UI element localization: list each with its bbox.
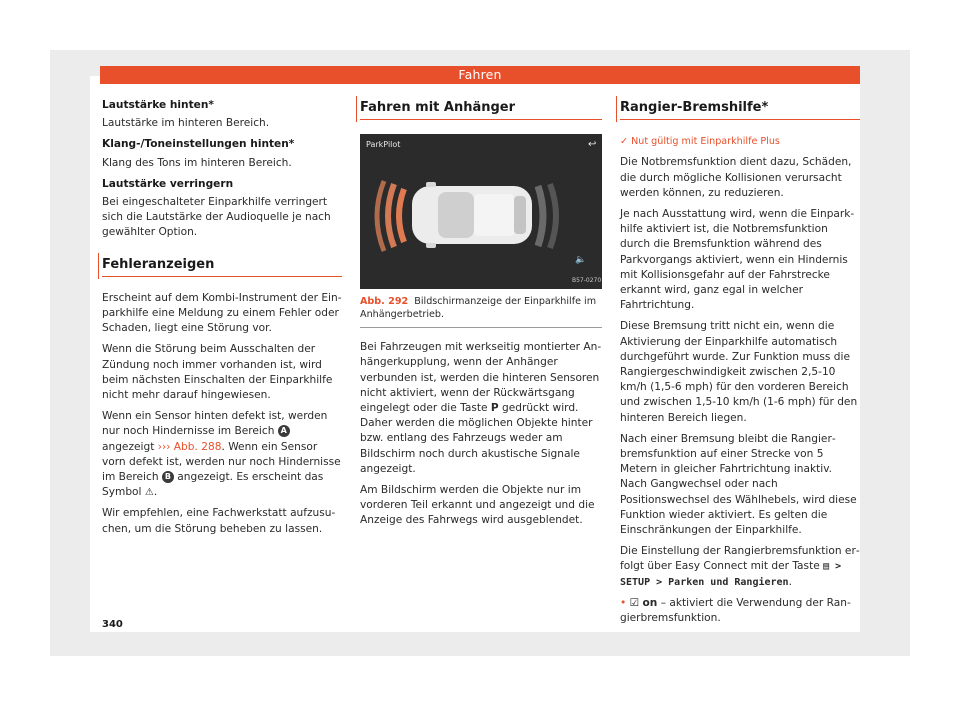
section-heading-anhaenger: Fahren mit Anhänger <box>360 98 602 120</box>
paragraph: Diese Bremsung tritt nicht ein, wenn die Aktivierung der Einparkhilfe automatisch durchgeführt wurde. Zur Funktion muss die Rangiergeschwindigkeit zwischen 2,5-10 km/h (1,5-6 mph) für den vorderen Bereich und zwischen 1,5-10 km/h (1-6 mph) für den hinteren Bereich liegen. <box>620 320 858 424</box>
column-right <box>620 98 860 632</box>
screen-title: ParkPilot <box>366 140 401 150</box>
page-number: 340 <box>102 619 123 630</box>
option-label: on <box>642 596 658 609</box>
heading-volume-rear: Lautstärke hinten* <box>102 99 214 111</box>
paragraph: Wenn die Störung beim Ausschalten der Zündung noch immer vorhanden ist, wird beim nächsten Einschalten der Einparkhilfe nicht mehr darauf hingewiesen. <box>102 343 333 402</box>
marker-a: A <box>278 425 290 437</box>
car-windshield <box>438 192 474 238</box>
column-middle <box>360 98 602 535</box>
speaker-icon: 🔈 <box>575 255 587 266</box>
bullet: • <box>620 596 627 609</box>
paragraph-setup: Die Einstellung der Rangierbremsfunktion erfolgt über Easy Connect mit der Taste ▤ > SETUP > Parken und Rangieren. <box>620 545 860 588</box>
option-on: • ☑ on – aktiviert die Verwendung der Rangierbremsfunktion. <box>620 596 851 625</box>
parking-key-icon: P <box>490 402 499 415</box>
car-mirror-left <box>426 182 436 187</box>
section-heading-fehleranzeigen: Fehleranzeigen <box>102 255 342 277</box>
heading-tone-rear: Klang-/Toneinstellungen hinten* <box>102 138 295 151</box>
figure-code: B57-0270 <box>572 277 602 285</box>
text-volume-reduce: Bei eingeschalteter Einparkhilfe verringert sich die Lautstärke der Audioquelle je nach gewählter Option. <box>102 196 331 239</box>
heading-volume-reduce: Lautstärke verringern <box>102 177 234 190</box>
car-rear-window <box>514 196 526 234</box>
text-tone-rear: Klang des Tons im hinteren Bereich. <box>102 156 292 169</box>
column-left <box>102 98 342 543</box>
paragraph: Am Bildschirm werden die Objekte nur im vorderen Teil erkannt und angezeigt und die Anzeige des Fahrwegs wird ausgeblendet. <box>360 484 595 527</box>
paragraph: Die Notbremsfunktion dient dazu, Schäden, die durch mögliche Kollisionen verursacht werden können, zu reduzieren. <box>620 156 852 199</box>
section-heading-rangier: Rangier-Bremshilfe* <box>620 98 860 120</box>
figure-number: Abb. 292 <box>360 296 409 308</box>
parkpilot-screen <box>360 134 602 289</box>
text-volume-rear: Lautstärke im hinteren Bereich. <box>102 117 270 130</box>
paragraph: Wir empfehlen, eine Fachwerkstatt aufzusuchen, um die Störung beheben zu lassen. <box>102 507 336 535</box>
paragraph: Je nach Ausstattung wird, wenn die Einparkhilfe aktiviert ist, die Notbremsfunktion durch die Bremsfunktion während des Parkvorgangs aktiviert, wenn ein Hindernis mit Kollisionsgefahr auf der Fahrstrecke erkannt wird, ganz egal in welcher Fahrtrichtung. <box>620 208 855 312</box>
warning-icon: ⚠ <box>144 487 154 499</box>
validity-note: ✓ Nut gültig mit Einparkhilfe Plus <box>620 136 780 148</box>
menu-path: SETUP > Parken und Rangieren <box>620 576 789 588</box>
chapter-header: Fahren <box>100 66 860 84</box>
back-icon: ↩ <box>588 139 597 151</box>
car-roof <box>474 194 514 236</box>
paragraph: Erscheint auf dem Kombi-Instrument der Einparkhilfe eine Meldung zu einem Fehler oder Schaden, liegt eine Störung vor. <box>102 291 342 335</box>
menu-key-icon: ▤ > <box>823 561 842 573</box>
checkbox-icon: ☑ <box>629 596 640 609</box>
paragraph-sensor-defect: Wenn ein Sensor hinten defekt ist, werden nur noch Hindernisse im Bereich A angezeigt ››› Abb. 288. Wenn ein Sensor vorn defekt ist, werden nur noch Hindernisse im Bereich B angezeigt. Es erscheint das Symbol ⚠. <box>102 410 341 499</box>
paragraph-trailer: Bei Fahrzeugen mit werkseitig montierter Anhängerkupplung, wenn der Anhänger verbunden ist, werden die hinteren Sensoren nicht aktiviert, wenn der Rückwärtsgang eingelegt oder die Taste P gedrückt wird. Daher werden die möglichen Objekte hinter bzw. entlang des Fahrzeugs weder am Bildschirm noch durch akustische Signale angezeigt. <box>360 341 602 475</box>
car-mirror-right <box>426 243 436 248</box>
marker-b: B <box>162 471 174 483</box>
figure-caption: Abb. 292 Bildschirmanzeige der Einparkhilfe im Anhängerbetrieb. <box>360 291 602 328</box>
parkpilot-figure <box>360 134 602 289</box>
figure-reference-link[interactable]: Abb. 288 <box>170 440 222 453</box>
paragraph: Nach einer Bremsung bleibt die Rangierbremsfunktion auf einer Strecke von 5 Metern in gleicher Fahrtrichtung inaktiv. Nach Gangwechsel oder nach Positionswechsel des Wählhebels, wird diese Funktion wieder aktiviert. Es gelten die Einschränkungen der Einparkhilfe. <box>620 432 857 537</box>
reference-arrow: ››› <box>157 440 171 453</box>
